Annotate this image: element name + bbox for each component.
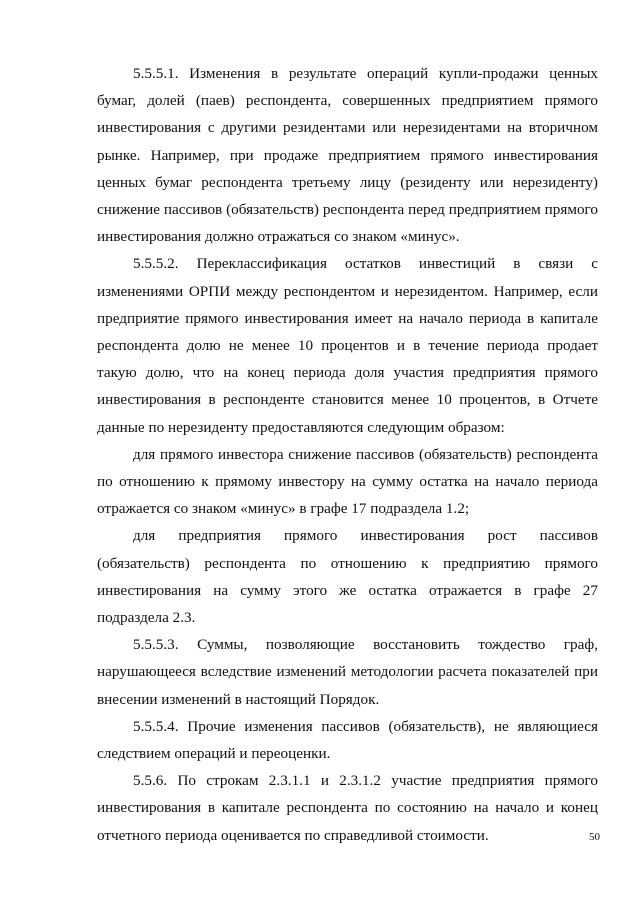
paragraph-5-5-5-4: 5.5.5.4. Прочие изменения пассивов (обязательств), не являющиеся следствием операций и переоценки.: [97, 717, 598, 763]
page-number: 50: [589, 831, 600, 843]
paragraph-5-5-6: 5.5.6. По строкам 2.3.1.1 и 2.3.1.2 участие предприятия прямого инвестирования в капитале респондента по состоянию на начало и конец отчетного периода оценивается по справедливой стоимости.: [97, 772, 598, 844]
paragraph-5-5-5-3: 5.5.5.3. Суммы, позволяющие восстановить тождество граф, нарушающееся вследствие изменений методологии расчета показателей при внесении изменений в настоящий Порядок.: [97, 636, 598, 708]
paragraph-direct-investor: для прямого инвестора снижение пассивов (обязательств) респондента по отношению к прямому инвестору на сумму остатка на начало периода отражается со знаком «минус» в графе 17 подраздела 1.2;: [97, 445, 598, 518]
paragraph-5-5-5-1: 5.5.5.1. Изменения в результате операций купли-продажи ценных бумаг, долей (паев) респондента, совершенных предприятием прямого инвестирования с другими резидентами или нерезидентами на вторичном рынке. Например, при продаже предприятием прямого инвестирования ценных бумаг респондента третьему лицу (резиденту или нерезиденту) снижение пассивов (обязательств) респондента перед предприятием прямого инвестирования должно отражаться со знаком «минус».: [97, 65, 598, 246]
body-text: [97, 60, 598, 849]
paragraph-5-5-5-2: 5.5.5.2. Переклассификация остатков инвестиций в связи с изменениями ОРПИ между респондентом и нерезидентом. Например, если предприятие прямого инвестирования имеет на начало периода в капитале респондента долю не менее 10 процентов и в течение периода продает такую долю, что на конец периода доля участия предприятия прямого инвестирования в респонденте становится менее 10 процентов, в Отчете данные по нерезиденту предоставляются следующим образом:: [97, 255, 598, 436]
paragraph-direct-investment-enterprise: для предприятия прямого инвестирования рост пассивов (обязательств) респондента по отношению к предприятию прямого инвестирования на сумму этого же остатка отражается в графе 27 подраздела 2.3.: [97, 527, 598, 627]
